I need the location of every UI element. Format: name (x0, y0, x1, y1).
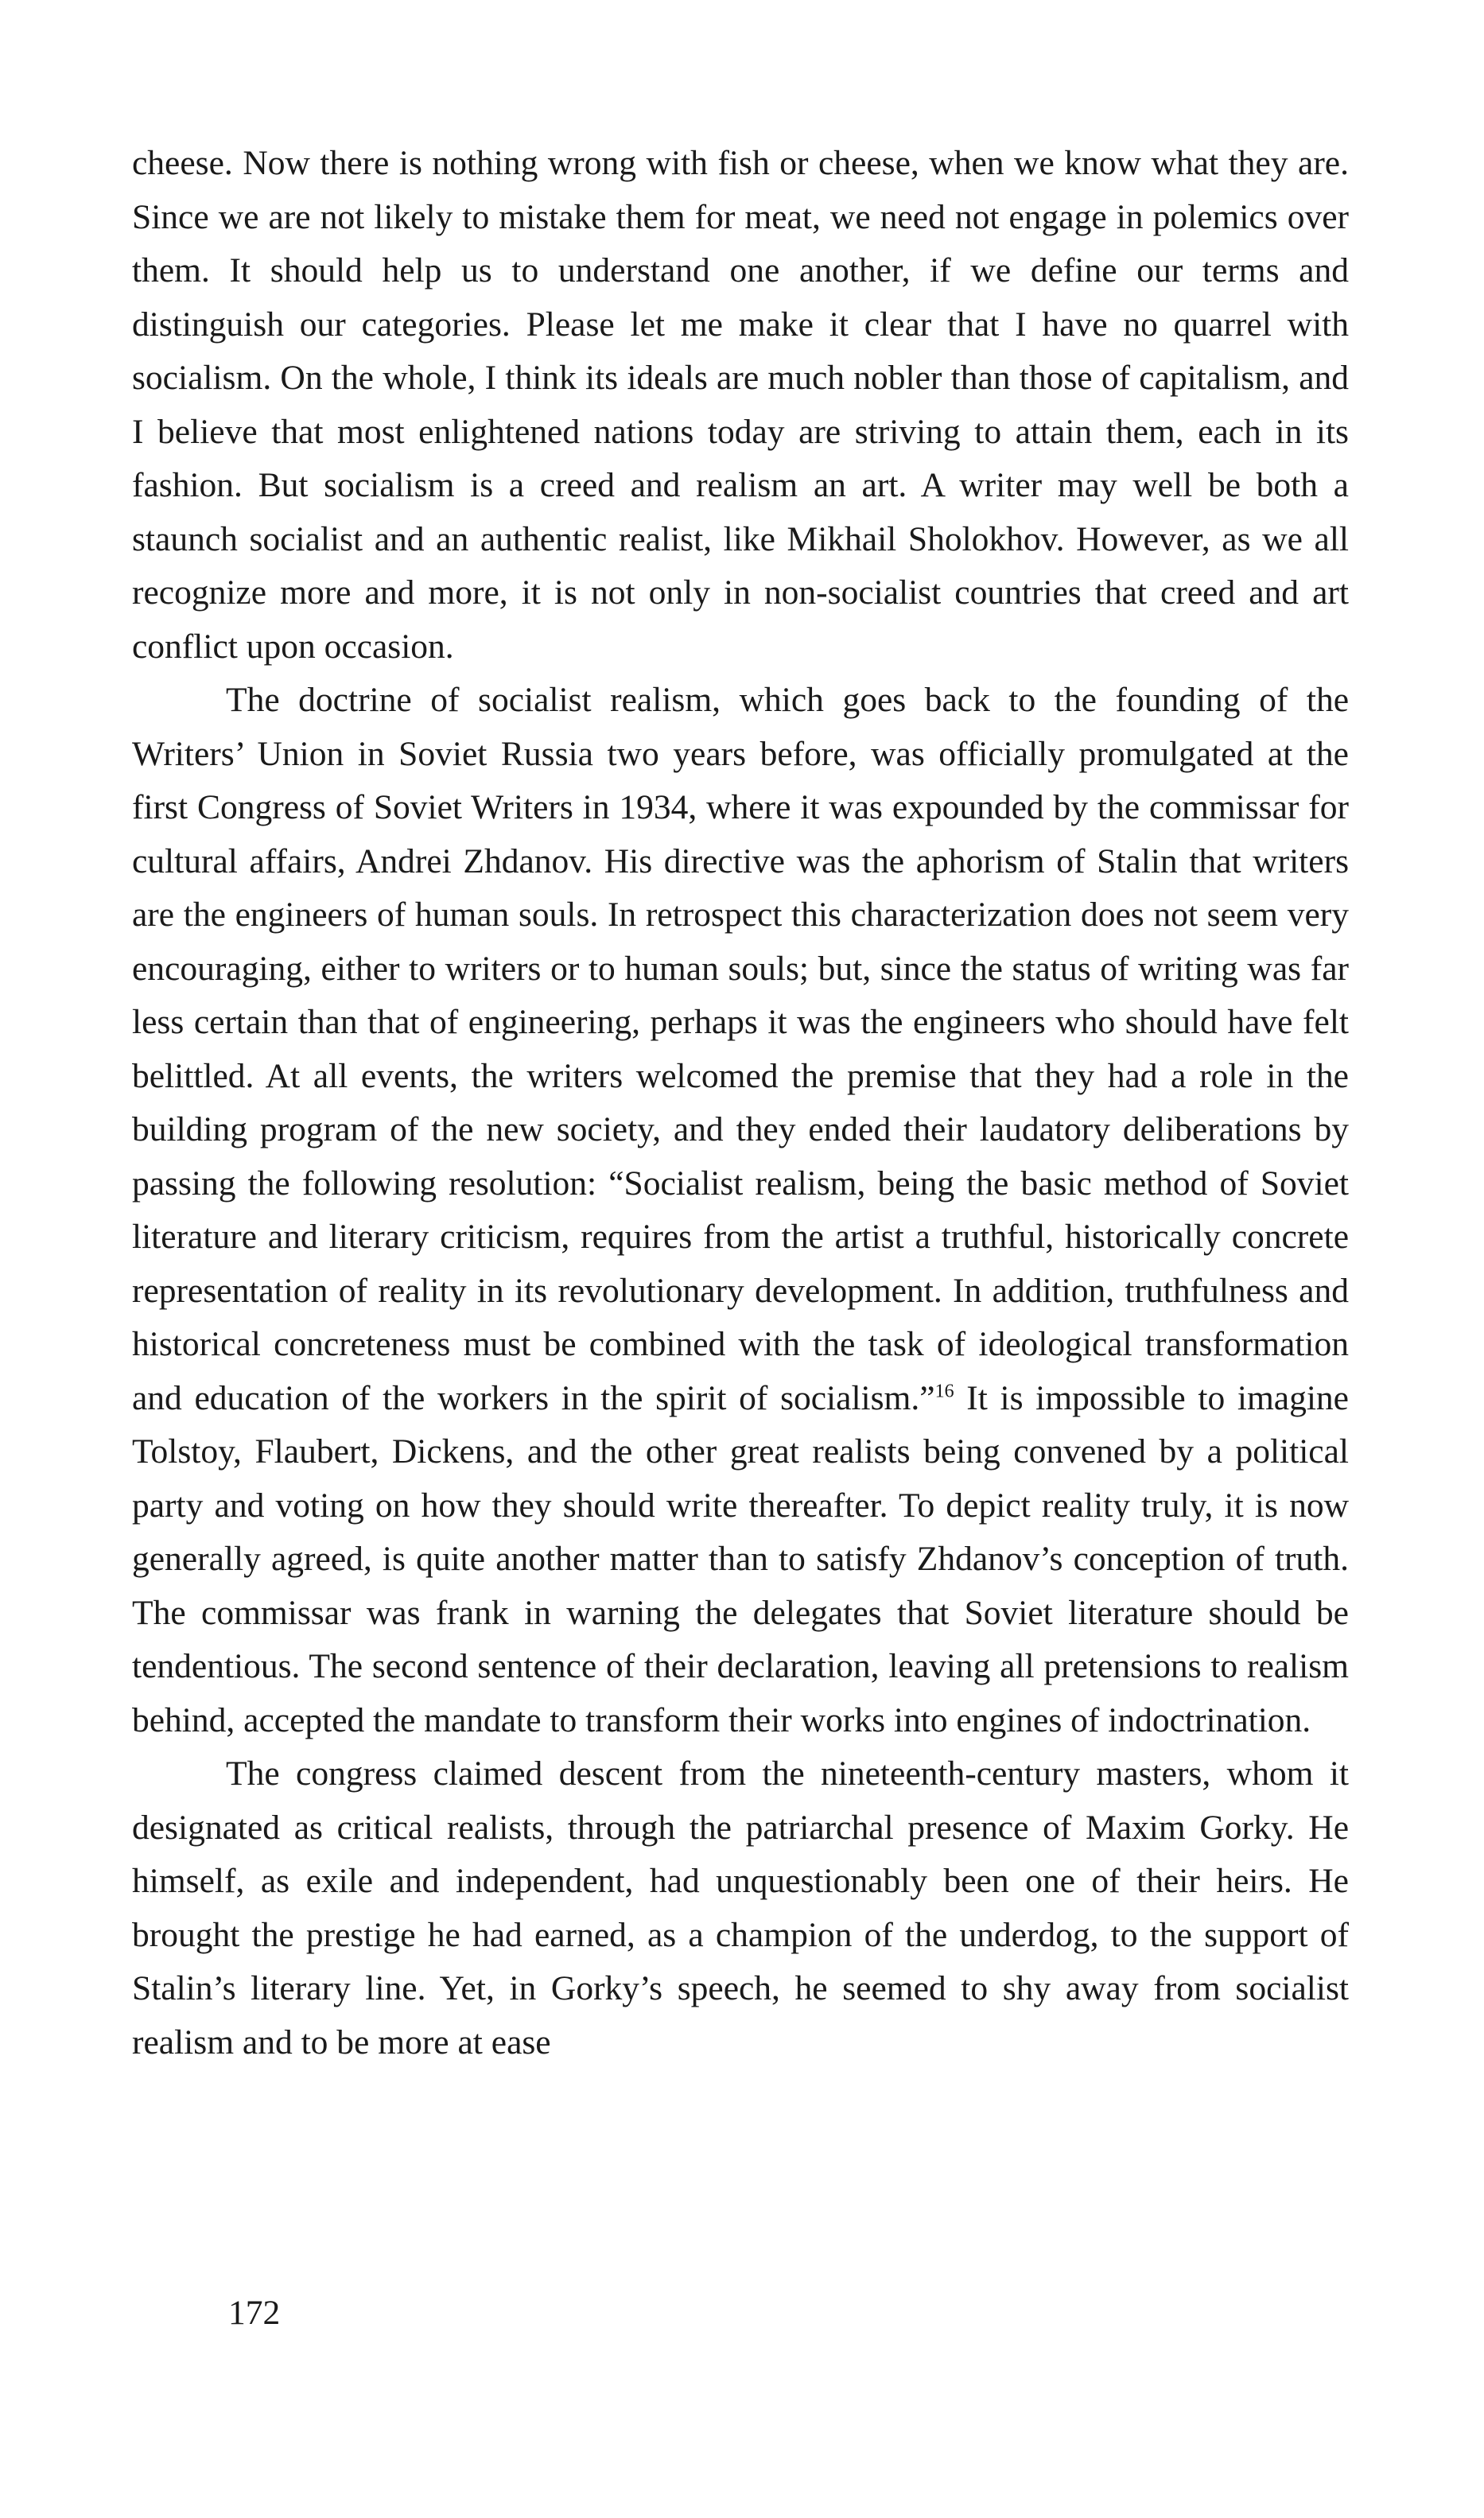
footnote-reference: 16 (934, 1381, 954, 1401)
page-body (132, 137, 1349, 2069)
paragraph-2-text-before-note: The doctrine of socialist realism, which goes back to the founding of the Writers’ Union in Soviet Russia two years before, was officially promulgated at the first Congress of Soviet Writers in 1934, where it was expounded by the commissar for cultural affairs, Andrei Zhdanov. His directive was the aphorism of Stalin that writers are the engineers of human souls. In retrospect this characterization does not seem very encouraging, either to writers or to human souls; but, since the status of writing was far less certain than that of engineering, perhaps it was the engineers who should have felt belittled. At all events, the writers welcomed the premise that they had a role in the building program of the new society, and they ended their laudatory deliberations by passing the following resolution: “Socialist realism, being the basic method of Soviet literature and literary criticism, requires from the artist a truthful, historically concrete representation of reality in its revolutionary development. In addition, truthfulness and historical concreteness must be combined with the task of ideological transformation and education of the workers in the spirit of socialism.” (132, 681, 1349, 1417)
paragraph-2 (132, 674, 1349, 1747)
page-number: 172 (228, 2294, 281, 2332)
paragraph-2-text-after-note: It is impossible to imagine Tolstoy, Flaubert, Dickens, and the other great realists being convened by a political party and voting on how they should write thereafter. To depict reality truly, it is now generally agreed, is quite another matter than to satisfy Zhdanov’s conception of truth. The commissar was frank in warning the delegates that Soviet literature should be tendentious. The second sentence of their declaration, leaving all pretensions to realism behind, accepted the mandate to transform their works into engines of indoctrination. (132, 1378, 1349, 1739)
paragraph-3: The congress claimed descent from the nineteenth-century masters, whom it designated as critical realists, through the patriarchal presence of Maxim Gorky. He himself, as exile and independent, had unquestionably been one of their heirs. He brought the prestige he had earned, as a champion of the underdog, to the support of Stalin’s literary line. Yet, in Gorky’s speech, he seemed to shy away from socialist realism and to be more at ease (132, 1754, 1349, 2061)
paragraph-1: cheese. Now there is nothing wrong with fish or cheese, when we know what they are. Since we are not likely to mistake them for meat, we need not engage in polemics over them. It should help us to understand one another, if we define our terms and distinguish our categories. Please let me make it clear that I have no quarrel with socialism. On the whole, I think its ideals are much nobler than those of capitalism, and I believe that most enlightened nations today are striving to attain them, each in its fashion. But socialism is a creed and realism an art. A writer may well be both a staunch socialist and an authentic realist, like Mikhail Sholokhov. However, as we all recognize more and more, it is not only in non-socialist countries that creed and art conflict upon occasion. (132, 144, 1349, 666)
